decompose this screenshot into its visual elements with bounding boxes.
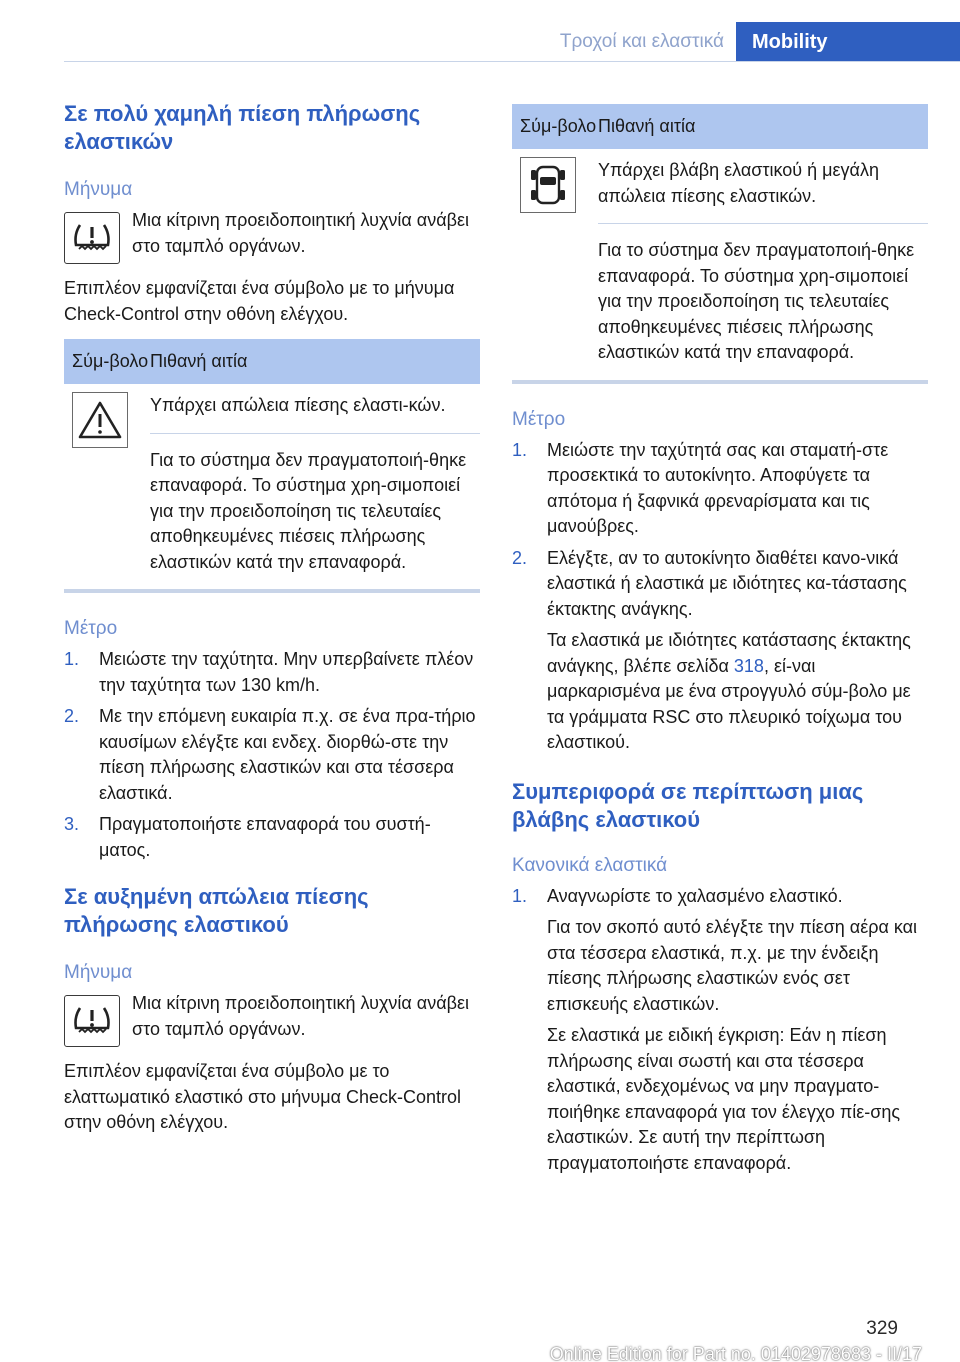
car-tire-damage-icon [520,157,576,213]
message-label: Μήνυμα [64,179,133,200]
heading-low-pressure: Σε πολύ χαμηλή πίεση πλήρωσης ελαστικών [64,101,421,154]
step-text: Με την επόμενη ευκαιρία π.χ. σε ένα πρα-τήριο καυσίμων ελέγξτε και ενδεχ. διορθώ-στε την πίεση πλήρωσης ελαστικών και στα τέσσερα ελαστικά. [99,706,476,803]
step-note: Τα ελαστικά με ιδιότητες κατάστασης έκτακτης ανάγκης, βλέπε σελίδα 318, εί-ναι μαρκαρισμένα με ένα στρογγυλό σύμ-βολο με τα γράμματα RSC στο πλευρικό τοίχωμα του ελαστικού. [547,630,911,752]
table-bottom-rule [512,380,928,384]
list-item [512,438,928,540]
message-text: Μια κίτρινη προειδοποιητική λυχνία ανάβει στο ταμπλό οργάνων. [132,993,469,1039]
tire-pressure-warning-icon [64,212,120,264]
section-tab-mobility[interactable] [736,22,960,62]
warning-triangle-icon [72,392,128,448]
list-item [512,546,928,756]
list-item [64,647,480,698]
table-cell: Για το σύστημα δεν πραγματοποιή-θηκε επαναφορά. Το σύστημα χρη-σιμοποιεί για την προειδοποίηση τις τελευταίες αποθηκευμένες πιέσεις πλήρωσης ελαστικών κατά την επαναφορά. [150,433,480,590]
step-text: Μειώστε την ταχύτητα. Μην υπερβαίνετε πλέον την ταχύτητα των 130 km/h. [99,649,474,695]
measure-label: Μέτρο [512,408,566,430]
list-item [64,704,480,806]
step-text: Πραγματοποιήστε επαναφορά του συστή-ματος. [99,814,431,860]
col-symbol-header: Σύμ-βολο [520,116,597,136]
table-bottom-rule [64,589,480,593]
step-text: Αναγνωρίστε το χαλασμένο ελαστικό. [547,885,843,906]
step-number: 2. [512,547,528,568]
tire-pressure-warning-icon [64,995,120,1047]
table-cell: Υπάρχει απώλεια πίεσης ελαστι-κών. [150,395,446,415]
table-row [64,384,480,589]
message-block [64,991,480,1047]
symbol-table [64,339,480,593]
step-number: 1. [64,649,80,669]
right-column [512,104,928,1176]
measure-steps [512,438,928,756]
step-number: 3. [64,814,80,834]
measure-steps [64,647,480,863]
check-control-note: Επιπλέον εμφανίζεται ένα σύμβολο με το μήνυμα Check-Control στην οθόνη ελέγχου. [64,278,455,324]
list-item [512,884,928,1177]
table-cell: Υπάρχει βλάβη ελαστικού ή μεγάλη απώλεια πίεσης ελαστικών. [598,160,879,206]
list-item [64,812,480,863]
normal-tire-steps [512,884,928,1177]
subheading-normal-tires: Κανονικά ελαστικά [512,854,668,876]
chapter-title: Τροχοί και ελαστικά [559,31,724,52]
step-number: 1. [512,885,528,906]
table-header [512,104,928,149]
col-symbol-header: Σύμ-βολο [72,351,149,371]
left-column [64,100,480,1136]
step-text: Ελέγξτε, αν το αυτοκίνητο διαθέτει κανο-νικά ελαστικά ή ελαστικά με ιδιότητες κα-τάστασης έκτακτης ανάγκης. [547,547,907,619]
page-number: 329 [866,1318,898,1339]
col-cause-header: Πιθανή αιτία [150,351,248,371]
heading-tire-damage-behavior: Συμπεριφορά σε περίπτωση μιας βλάβης ελαστικού [512,778,864,832]
heading-increased-loss: Σε αυξημένη απώλεια πίεσης πλήρωσης ελαστικού [64,884,369,937]
col-cause-header: Πιθανή αιτία [598,116,696,136]
edition-note: Online Edition for Part no. 01402978683 - II/17 [549,1344,922,1362]
symbol-table [512,104,928,384]
measure-label: Μέτρο [64,618,118,639]
message-block [64,208,480,264]
check-control-note: Επιπλέον εμφανίζεται ένα σύμβολο με το ελαττωματικό ελαστικό στο μήνυμα Check-Control στην οθόνη ελέγχου. [64,1061,462,1132]
table-header [64,339,480,384]
step-text: Μειώστε την ταχύτητά σας και σταματή-στε προσεκτικά το αυτοκίνητο. Αποφύγετε τα απότομα ή ξαφνικά φρεναρίσματα και τις μανούβρες. [547,439,889,536]
step-number: 1. [512,439,528,460]
table-cell: Για το σύστημα δεν πραγματοποιή-θηκε επαναφορά. Το σύστημα χρη-σιμοποιεί για την προειδοποίηση τις τελευταίες αποθηκευμένες πιέσεις πλήρωσης ελαστικών κατά την επαναφορά. [598,223,928,380]
message-text: Μια κίτρινη προειδοποιητική λυχνία ανάβει στο ταμπλό οργάνων. [132,210,469,256]
header-divider [64,61,960,62]
table-row [512,149,928,380]
section-tab-label: Mobility [752,30,828,53]
step-paragraph: Για τον σκοπό αυτό ελέγξτε την πίεση αέρα και στα τέσσερα ελαστικά, π.χ. με την ένδειξη πίεσης πλήρωσης ελαστικών ενός σετ επισκευής ελαστικών. [547,917,918,1014]
page-reference-link[interactable]: 318 [733,655,764,676]
step-number: 2. [64,706,80,726]
step-paragraph: Σε ελαστικά με ειδική έγκριση: Εάν η πίεση πλήρωσης είναι σωστή και στα τέσσερα ελαστικά, ενδεχομένως να μην πραγματο-ποιήθηκε επαναφορά για τον έλεγχο πίε-σης ελαστικών. Σε αυτή την περίπτωση πραγματοποιήστε επαναφορά. [547,1025,901,1173]
message-label: Μήνυμα [64,962,133,983]
